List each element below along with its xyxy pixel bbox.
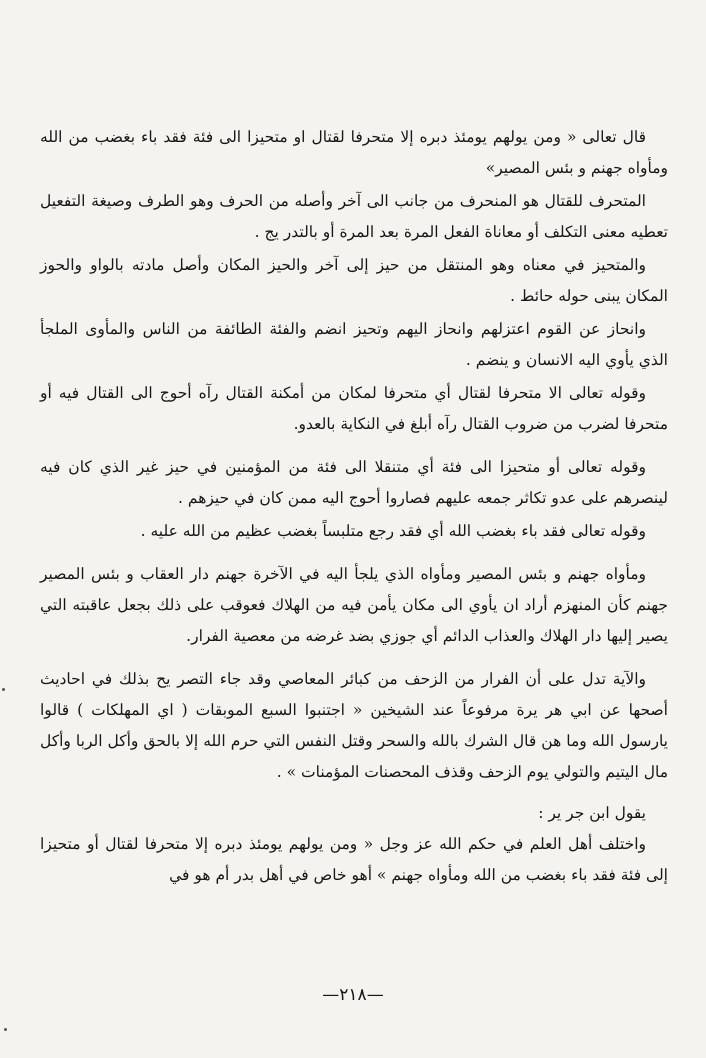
paragraph-kabair: والآية تدل على أن الفرار من الزحف من كبائر المعاصي وقد جاء التصر يح بذلك في احاديث أصحها عن ابي هر يرة مرفوعاً عند الشيخين « اجتنبوا السبع الموبقات ( اي المهلكات ) قالوا يارسول الله وما هن قال الشرك بالله والسحر وقتل النفس التي حرم الله إلا بالحق وأكل الربا وأكل مال اليتيم والتولي يوم الزحف وقذف المحصنات المؤمنات » . [40, 670, 668, 781]
paragraph-faqad-ba: وقوله تعالى فقد باء بغضب الله أي فقد رجع متلبساً بغضب عظيم من الله عليه . [140, 522, 646, 540]
scan-speck [2, 688, 5, 691]
paragraph-aw-mutahayyizan: وقوله تعالى أو متحيزا الى فئة أي متنقلا الى فئة من المؤمنين في حيز غير الذي كان فيه لينصرهم على عدو تكاثر جمعه عليهم فصاروا أحوج اليه ممن كان في حيزهم . [40, 458, 668, 507]
paragraph-illa-mutaharrifan: وقوله تعالى الا متحرفا لقتال أي متحرفا لمكان من أمكنة القتال رآه أحوج الى القتال فيه أو متحرفا لضرب من ضروب القتال رآه أبلغ في النكاية بالعدو. [40, 384, 668, 433]
section-heading: يقول ابن جر ير : [538, 804, 646, 822]
page-body [40, 122, 668, 893]
paragraph-mutahayyiz: والمتحيز في معناه وهو المنتقل من حيز إلى آخر والحيز المكان وأصل مادته بالواو والحوز المكان يبنى حوله حائط . [40, 256, 668, 305]
page-number: —٢١٨— [322, 985, 384, 1005]
paragraph-mutaharrif: المتحرف للقتال هو المنحرف من جانب الى آخر وأصله من الحرف وهو الطرف وصيغة التفعيل تعطيه معنى التكلف أو معاناة الفعل المرة بعد المرة أو بالتدر يج . [40, 192, 668, 241]
paragraph-ikhtalafa: واختلف أهل العلم في حكم الله عز وجل « ومن يولهم يومئذ دبره إلا متحرفا لقتال أو متحيزا إلى فئة فقد باء بغضب من الله ومأواه جهنم » أهو خاص في أهل بدر أم هو في [40, 835, 668, 884]
scan-speck [4, 1028, 7, 1031]
paragraph-inhaz: وانحاز عن القوم اعتزلهم وانحاز اليهم وتحيز انضم والفئة الطائفة من الناس والمأوى الملجأ الذي يأوي اليه الانسان و ينضم . [40, 320, 668, 369]
paragraph-verse: قال تعالى « ومن يولهم يومئذ دبره إلا متحرفا لقتال او متحيزا الى فئة فقد باء بغضب من الله ومأواه جهنم و بئس المصير» [40, 128, 668, 177]
paragraph-mawah-jahannam: ومأواه جهنم و بئس المصير ومأواه الذي يلجأ اليه في الآخرة جهنم دار العقاب و بئس المصير جهنم كأن المنهزم أراد ان يأوي الى مكان يأمن فيه من الهلاك فعوقب على ذلك بجعل عاقبته التي يصير إليها دار الهلاك والعذاب الدائم أي جوزي بضد غرضه من معصية الفرار. [40, 565, 668, 645]
